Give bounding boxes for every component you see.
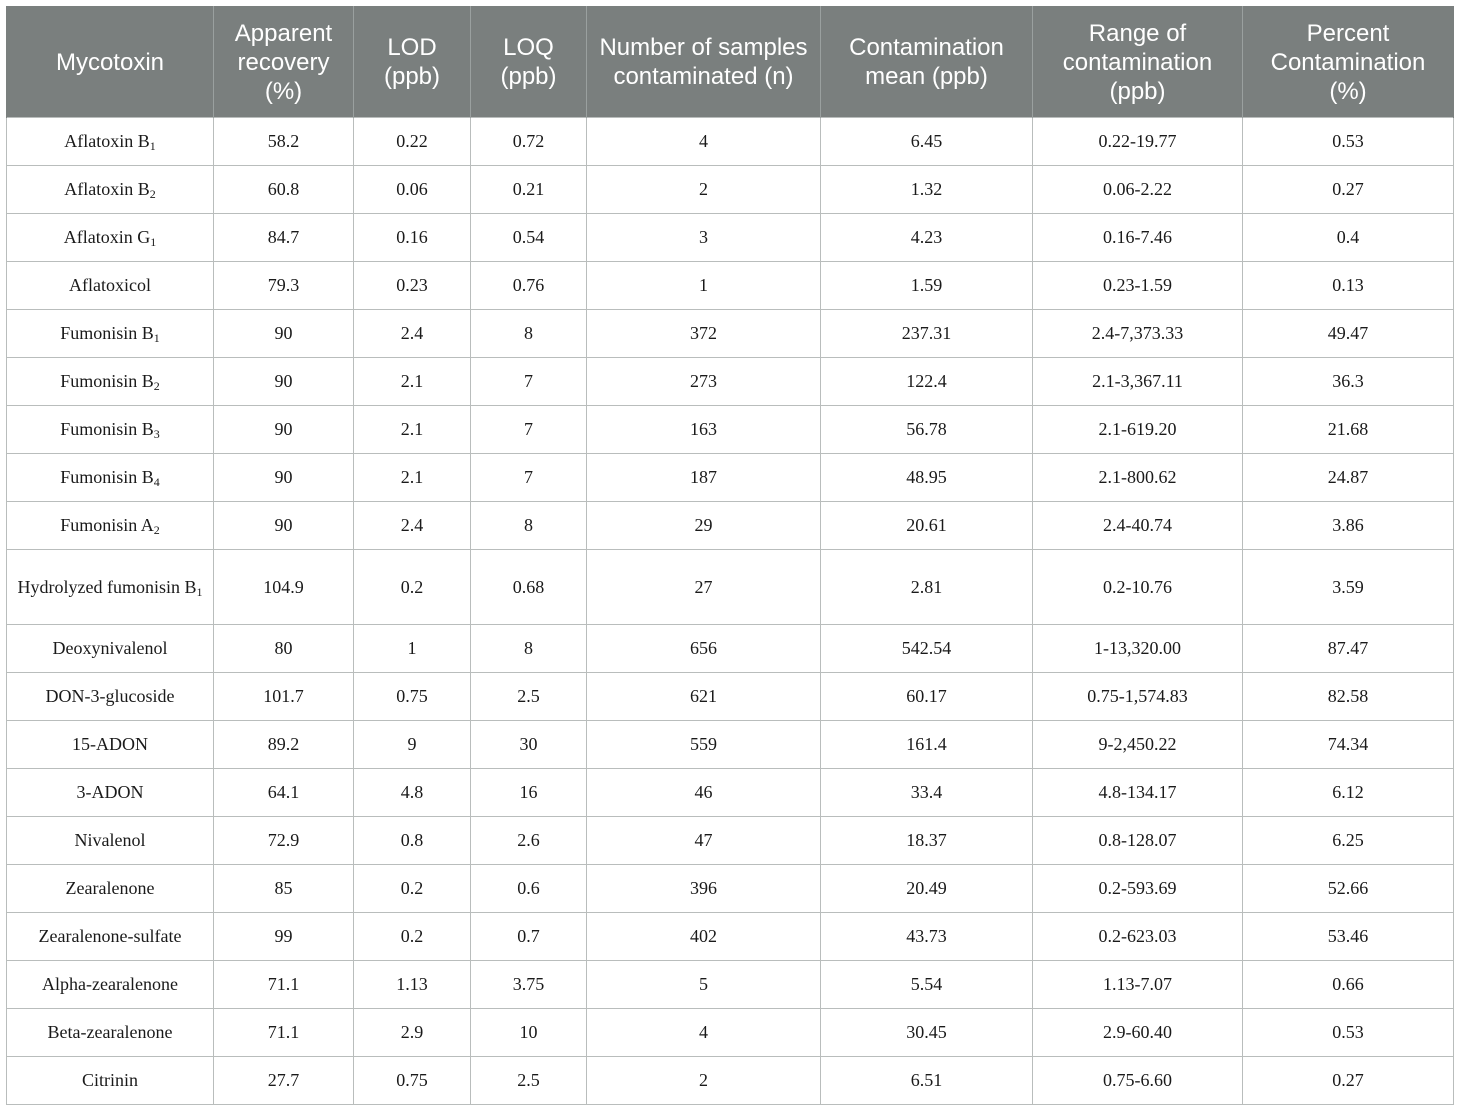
- mycotoxin-name-base: Zearalenone-sulfate: [38, 926, 182, 946]
- table-row: [7, 118, 1454, 166]
- cell-apparent-recovery: 90: [214, 502, 354, 550]
- header-lod: LOD (ppb): [354, 7, 471, 118]
- cell-percent-contamination: 3.59: [1243, 550, 1454, 625]
- mycotoxin-name: [53, 638, 168, 658]
- cell-lod: 2.9: [354, 1009, 471, 1057]
- mycotoxin-name-base: Aflatoxicol: [69, 275, 151, 295]
- cell-contamination-mean: 6.45: [821, 118, 1033, 166]
- mycotoxin-name: [60, 467, 160, 487]
- cell-lod: 0.8: [354, 817, 471, 865]
- mycotoxin-name-base: Aflatoxin B: [64, 131, 150, 151]
- cell-contamination-mean: 30.45: [821, 1009, 1033, 1057]
- cell-samples-contaminated: 47: [587, 817, 821, 865]
- cell-lod: 2.4: [354, 502, 471, 550]
- cell-percent-contamination: 52.66: [1243, 865, 1454, 913]
- table-row: [7, 358, 1454, 406]
- cell-contamination-mean: 161.4: [821, 721, 1033, 769]
- cell-mycotoxin: [7, 673, 214, 721]
- cell-mycotoxin: [7, 625, 214, 673]
- cell-apparent-recovery: 71.1: [214, 961, 354, 1009]
- cell-loq: 0.6: [471, 865, 587, 913]
- mycotoxin-name: [60, 515, 160, 535]
- cell-contamination-mean: 2.81: [821, 550, 1033, 625]
- cell-mycotoxin: [7, 406, 214, 454]
- mycotoxin-name-base: DON-3-glucoside: [45, 686, 175, 706]
- header-range-of-contamination: Range of contamination (ppb): [1033, 7, 1243, 118]
- cell-loq: 0.7: [471, 913, 587, 961]
- mycotoxin-name-base: Fumonisin B: [60, 323, 154, 343]
- cell-apparent-recovery: 89.2: [214, 721, 354, 769]
- cell-apparent-recovery: 58.2: [214, 118, 354, 166]
- mycotoxin-name: [60, 419, 160, 439]
- cell-contamination-mean: 122.4: [821, 358, 1033, 406]
- cell-percent-contamination: 53.46: [1243, 913, 1454, 961]
- mycotoxin-name: [77, 782, 144, 802]
- mycotoxin-name-base: Citrinin: [81, 1070, 138, 1090]
- table-row: [7, 817, 1454, 865]
- table-row: [7, 673, 1454, 721]
- mycotoxin-name-base: Fumonisin B: [60, 419, 154, 439]
- mycotoxin-name: [46, 686, 175, 706]
- cell-lod: 2.1: [354, 358, 471, 406]
- cell-samples-contaminated: 2: [587, 166, 821, 214]
- mycotoxin-name: [64, 131, 156, 151]
- cell-lod: 0.2: [354, 865, 471, 913]
- mycotoxin-name: [42, 974, 178, 994]
- cell-range-of-contamination: 4.8-134.17: [1033, 769, 1243, 817]
- mycotoxin-name-base: Zearalenone: [65, 878, 155, 898]
- cell-apparent-recovery: 90: [214, 454, 354, 502]
- cell-mycotoxin: [7, 454, 214, 502]
- header-samples-contaminated: Number of samples contaminated (n): [587, 7, 821, 118]
- cell-apparent-recovery: 85: [214, 865, 354, 913]
- cell-samples-contaminated: 621: [587, 673, 821, 721]
- cell-lod: 1: [354, 625, 471, 673]
- cell-loq: 0.21: [471, 166, 587, 214]
- cell-mycotoxin: [7, 913, 214, 961]
- cell-apparent-recovery: 84.7: [214, 214, 354, 262]
- cell-apparent-recovery: 90: [214, 358, 354, 406]
- mycotoxin-name: [64, 227, 156, 247]
- cell-lod: 0.22: [354, 118, 471, 166]
- table-header: [7, 7, 1454, 118]
- cell-samples-contaminated: 5: [587, 961, 821, 1009]
- mycotoxin-name-subscript: 2: [153, 523, 160, 537]
- mycotoxin-name-subscript: 2: [153, 379, 160, 393]
- mycotoxin-name-subscript: 2: [149, 187, 156, 201]
- cell-samples-contaminated: 1: [587, 262, 821, 310]
- cell-lod: 2.1: [354, 406, 471, 454]
- mycotoxin-name-subscript: 4: [153, 475, 160, 489]
- table-row: [7, 721, 1454, 769]
- mycotoxin-name-base: Deoxynivalenol: [52, 638, 168, 658]
- mycotoxin-name: [18, 577, 203, 597]
- cell-loq: 7: [471, 358, 587, 406]
- cell-mycotoxin: [7, 1009, 214, 1057]
- cell-loq: 7: [471, 454, 587, 502]
- mycotoxin-name: [60, 323, 160, 343]
- table-row: [7, 454, 1454, 502]
- cell-apparent-recovery: 90: [214, 406, 354, 454]
- cell-contamination-mean: 1.32: [821, 166, 1033, 214]
- cell-contamination-mean: 542.54: [821, 625, 1033, 673]
- cell-loq: 0.68: [471, 550, 587, 625]
- cell-loq: 16: [471, 769, 587, 817]
- table-row: [7, 1009, 1454, 1057]
- cell-contamination-mean: 1.59: [821, 262, 1033, 310]
- cell-lod: 0.2: [354, 550, 471, 625]
- cell-contamination-mean: 43.73: [821, 913, 1033, 961]
- cell-lod: 9: [354, 721, 471, 769]
- mycotoxin-name: [69, 275, 151, 295]
- cell-lod: 0.16: [354, 214, 471, 262]
- cell-range-of-contamination: 0.2-10.76: [1033, 550, 1243, 625]
- table-row: [7, 1057, 1454, 1105]
- cell-percent-contamination: 74.34: [1243, 721, 1454, 769]
- mycotoxin-name: [39, 926, 182, 946]
- cell-mycotoxin: [7, 961, 214, 1009]
- cell-samples-contaminated: 4: [587, 1009, 821, 1057]
- mycotoxin-name: [72, 734, 148, 754]
- cell-samples-contaminated: 2: [587, 1057, 821, 1105]
- mycotoxin-name-base: Nivalenol: [74, 830, 146, 850]
- cell-percent-contamination: 0.66: [1243, 961, 1454, 1009]
- cell-mycotoxin: [7, 310, 214, 358]
- cell-lod: 1.13: [354, 961, 471, 1009]
- cell-apparent-recovery: 101.7: [214, 673, 354, 721]
- table-body: [7, 118, 1454, 1105]
- cell-samples-contaminated: 29: [587, 502, 821, 550]
- mycotoxin-name-subscript: 1: [196, 584, 203, 599]
- mycotoxin-name-base: 3-ADON: [76, 782, 144, 802]
- cell-samples-contaminated: 27: [587, 550, 821, 625]
- cell-percent-contamination: 3.86: [1243, 502, 1454, 550]
- mycotoxin-name-base: Fumonisin B: [60, 467, 154, 487]
- cell-contamination-mean: 237.31: [821, 310, 1033, 358]
- cell-contamination-mean: 48.95: [821, 454, 1033, 502]
- cell-apparent-recovery: 104.9: [214, 550, 354, 625]
- cell-range-of-contamination: 0.2-623.03: [1033, 913, 1243, 961]
- cell-apparent-recovery: 27.7: [214, 1057, 354, 1105]
- cell-loq: 2.6: [471, 817, 587, 865]
- cell-loq: 0.72: [471, 118, 587, 166]
- cell-contamination-mean: 20.49: [821, 865, 1033, 913]
- cell-loq: 2.5: [471, 673, 587, 721]
- cell-range-of-contamination: 2.4-7,373.33: [1033, 310, 1243, 358]
- cell-range-of-contamination: 0.8-128.07: [1033, 817, 1243, 865]
- cell-apparent-recovery: 79.3: [214, 262, 354, 310]
- mycotoxin-name-base: Aflatoxin B: [64, 179, 150, 199]
- cell-range-of-contamination: 2.4-40.74: [1033, 502, 1243, 550]
- cell-mycotoxin: [7, 502, 214, 550]
- cell-samples-contaminated: 372: [587, 310, 821, 358]
- cell-range-of-contamination: 2.1-3,367.11: [1033, 358, 1243, 406]
- cell-range-of-contamination: 1.13-7.07: [1033, 961, 1243, 1009]
- cell-contamination-mean: 60.17: [821, 673, 1033, 721]
- mycotoxin-name-base: Fumonisin B: [60, 371, 154, 391]
- cell-loq: 3.75: [471, 961, 587, 1009]
- cell-lod: 0.75: [354, 673, 471, 721]
- cell-samples-contaminated: 656: [587, 625, 821, 673]
- cell-percent-contamination: 87.47: [1243, 625, 1454, 673]
- table-row: [7, 310, 1454, 358]
- mycotoxin-name: [60, 371, 160, 391]
- mycotoxin-name-subscript: 1: [149, 139, 156, 153]
- cell-range-of-contamination: 0.22-19.77: [1033, 118, 1243, 166]
- table-row: [7, 262, 1454, 310]
- cell-contamination-mean: 33.4: [821, 769, 1033, 817]
- header-mycotoxin: Mycotoxin: [7, 7, 214, 118]
- mycotoxin-name: [75, 830, 146, 850]
- cell-percent-contamination: 0.13: [1243, 262, 1454, 310]
- mycotoxin-name-base: Fumonisin A: [60, 515, 154, 535]
- cell-samples-contaminated: 396: [587, 865, 821, 913]
- mycotoxin-name: [64, 179, 156, 199]
- cell-mycotoxin: [7, 721, 214, 769]
- cell-samples-contaminated: 4: [587, 118, 821, 166]
- header-row: [7, 7, 1454, 118]
- mycotoxin-name-base: Hydrolyzed fumonisin B: [17, 576, 197, 597]
- cell-loq: 10: [471, 1009, 587, 1057]
- cell-samples-contaminated: 187: [587, 454, 821, 502]
- table-row: [7, 214, 1454, 262]
- cell-percent-contamination: 36.3: [1243, 358, 1454, 406]
- header-loq: LOQ (ppb): [471, 7, 587, 118]
- mycotoxin-name-base: 15-ADON: [72, 734, 148, 754]
- cell-mycotoxin: [7, 118, 214, 166]
- cell-percent-contamination: 0.27: [1243, 166, 1454, 214]
- cell-apparent-recovery: 71.1: [214, 1009, 354, 1057]
- cell-range-of-contamination: 0.23-1.59: [1033, 262, 1243, 310]
- table-row: [7, 625, 1454, 673]
- cell-contamination-mean: 18.37: [821, 817, 1033, 865]
- cell-range-of-contamination: 2.1-619.20: [1033, 406, 1243, 454]
- cell-loq: 2.5: [471, 1057, 587, 1105]
- mycotoxin-name-subscript: 1: [150, 235, 157, 249]
- cell-range-of-contamination: 0.16-7.46: [1033, 214, 1243, 262]
- cell-samples-contaminated: 163: [587, 406, 821, 454]
- table-row: [7, 769, 1454, 817]
- table-row: [7, 961, 1454, 1009]
- cell-mycotoxin: [7, 1057, 214, 1105]
- cell-range-of-contamination: 9-2,450.22: [1033, 721, 1243, 769]
- cell-percent-contamination: 24.87: [1243, 454, 1454, 502]
- cell-mycotoxin: [7, 865, 214, 913]
- cell-mycotoxin: [7, 262, 214, 310]
- cell-contamination-mean: 5.54: [821, 961, 1033, 1009]
- header-contamination-mean: Contamination mean (ppb): [821, 7, 1033, 118]
- cell-percent-contamination: 49.47: [1243, 310, 1454, 358]
- cell-contamination-mean: 20.61: [821, 502, 1033, 550]
- cell-apparent-recovery: 99: [214, 913, 354, 961]
- cell-samples-contaminated: 402: [587, 913, 821, 961]
- table-row: [7, 406, 1454, 454]
- table-row: [7, 550, 1454, 625]
- table-row: [7, 502, 1454, 550]
- cell-range-of-contamination: 0.75-1,574.83: [1033, 673, 1243, 721]
- cell-percent-contamination: 0.27: [1243, 1057, 1454, 1105]
- cell-percent-contamination: 21.68: [1243, 406, 1454, 454]
- cell-loq: 8: [471, 502, 587, 550]
- cell-range-of-contamination: 0.06-2.22: [1033, 166, 1243, 214]
- cell-samples-contaminated: 273: [587, 358, 821, 406]
- cell-percent-contamination: 82.58: [1243, 673, 1454, 721]
- mycotoxin-name: [48, 1022, 173, 1042]
- cell-apparent-recovery: 64.1: [214, 769, 354, 817]
- cell-range-of-contamination: 0.75-6.60: [1033, 1057, 1243, 1105]
- mycotoxin-table-container: [6, 6, 1453, 1105]
- mycotoxin-name-base: Alpha-zearalenone: [42, 974, 178, 994]
- cell-samples-contaminated: 559: [587, 721, 821, 769]
- cell-lod: 2.1: [354, 454, 471, 502]
- cell-range-of-contamination: 0.2-593.69: [1033, 865, 1243, 913]
- cell-mycotoxin: [7, 358, 214, 406]
- cell-contamination-mean: 56.78: [821, 406, 1033, 454]
- mycotoxin-name-subscript: 3: [153, 427, 160, 441]
- cell-apparent-recovery: 60.8: [214, 166, 354, 214]
- cell-loq: 7: [471, 406, 587, 454]
- cell-loq: 8: [471, 310, 587, 358]
- table-row: [7, 865, 1454, 913]
- cell-mycotoxin: [7, 166, 214, 214]
- cell-percent-contamination: 0.4: [1243, 214, 1454, 262]
- cell-percent-contamination: 6.25: [1243, 817, 1454, 865]
- cell-percent-contamination: 0.53: [1243, 118, 1454, 166]
- mycotoxin-name: [66, 878, 155, 898]
- table-row: [7, 166, 1454, 214]
- cell-percent-contamination: 0.53: [1243, 1009, 1454, 1057]
- mycotoxin-name-base: Aflatoxin G: [63, 227, 151, 247]
- cell-lod: 0.2: [354, 913, 471, 961]
- header-apparent-recovery: Apparent recovery (%): [214, 7, 354, 118]
- mycotoxin-name-base: Beta-zearalenone: [47, 1022, 173, 1042]
- cell-samples-contaminated: 3: [587, 214, 821, 262]
- cell-lod: 2.4: [354, 310, 471, 358]
- cell-mycotoxin: [7, 817, 214, 865]
- cell-loq: 8: [471, 625, 587, 673]
- mycotoxin-name: [82, 1070, 138, 1090]
- header-percent-contamination: Percent Contamination (%): [1243, 7, 1454, 118]
- cell-lod: 0.23: [354, 262, 471, 310]
- cell-range-of-contamination: 2.9-60.40: [1033, 1009, 1243, 1057]
- cell-mycotoxin: [7, 769, 214, 817]
- cell-range-of-contamination: 2.1-800.62: [1033, 454, 1243, 502]
- cell-samples-contaminated: 46: [587, 769, 821, 817]
- cell-apparent-recovery: 80: [214, 625, 354, 673]
- cell-loq: 30: [471, 721, 587, 769]
- cell-lod: 0.06: [354, 166, 471, 214]
- cell-apparent-recovery: 90: [214, 310, 354, 358]
- cell-range-of-contamination: 1-13,320.00: [1033, 625, 1243, 673]
- mycotoxin-name-subscript: 1: [153, 331, 160, 345]
- table-row: [7, 913, 1454, 961]
- cell-loq: 0.76: [471, 262, 587, 310]
- cell-apparent-recovery: 72.9: [214, 817, 354, 865]
- cell-loq: 0.54: [471, 214, 587, 262]
- cell-mycotoxin: [7, 550, 214, 625]
- cell-lod: 0.75: [354, 1057, 471, 1105]
- cell-contamination-mean: 4.23: [821, 214, 1033, 262]
- cell-mycotoxin: [7, 214, 214, 262]
- cell-contamination-mean: 6.51: [821, 1057, 1033, 1105]
- mycotoxin-table: [6, 6, 1454, 1105]
- cell-percent-contamination: 6.12: [1243, 769, 1454, 817]
- cell-lod: 4.8: [354, 769, 471, 817]
